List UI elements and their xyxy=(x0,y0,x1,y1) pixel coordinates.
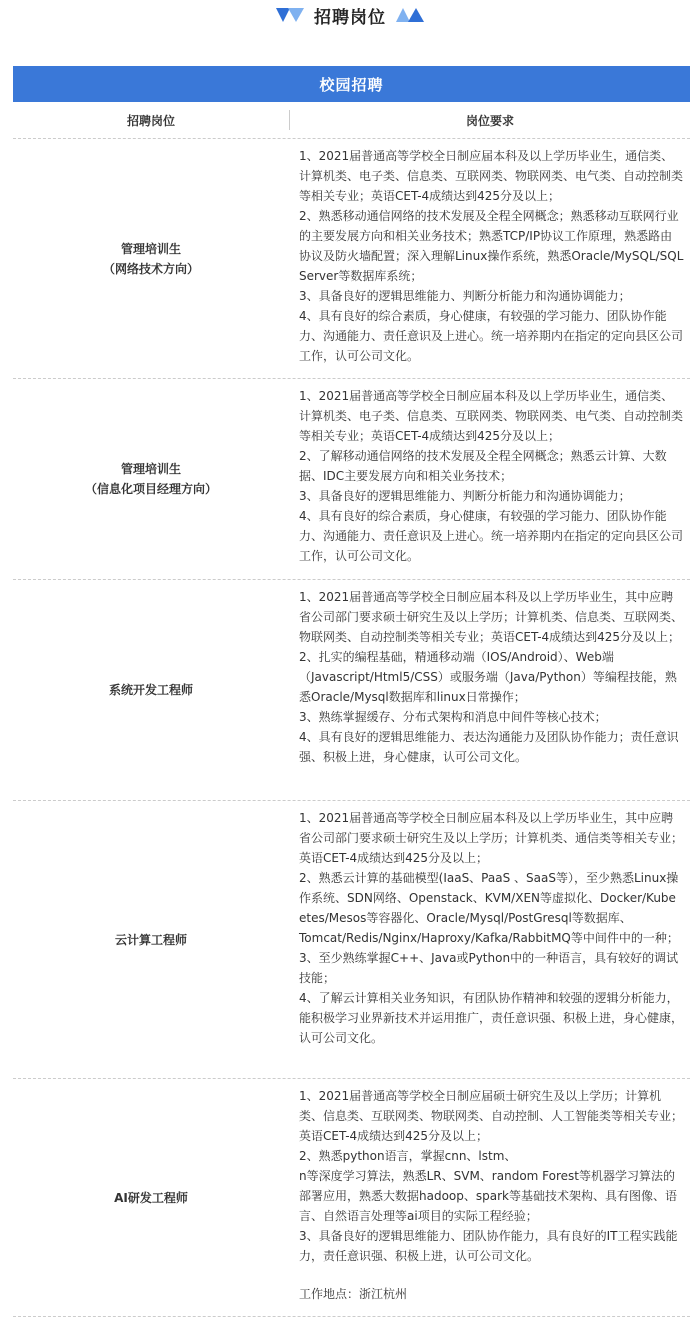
requirement-line: 1、2021届普通高等学校全日制应届本科及以上学历毕业生，通信类、计算机类、电子类、信息类、互联网类、物联网类、电气类、自动控制类等相关专业；英语CET-4成绩达到425分及以上； xyxy=(299,149,684,203)
requirement-cell xyxy=(289,379,690,579)
table-row xyxy=(13,580,690,801)
table-header-row xyxy=(13,102,690,139)
requirement-cell xyxy=(289,580,690,800)
column-header-requirement: 岗位要求 xyxy=(465,113,514,128)
requirement-line: 3、具备良好的逻辑思维能力、判断分析能力和沟通协调能力； xyxy=(299,289,631,303)
position-cell xyxy=(13,801,289,1078)
table-row xyxy=(13,801,690,1079)
requirement-line: 2、熟悉python语言，掌握cnn、lstm、 xyxy=(299,1149,517,1163)
position-cell xyxy=(13,1079,289,1316)
requirement-line: 1、2021届普通高等学校全日制应届本科及以上学历毕业生，其中应聘省公司部门要求硕士研究生及以上学历；计算机类、信息类、互联网类、物联网类、自动控制类等相关专业；英语CET-4成绩达到425分及以上； xyxy=(299,590,684,644)
section-heading xyxy=(0,0,700,30)
section-title: 招聘岗位 xyxy=(314,7,386,28)
requirement-cell xyxy=(289,1079,690,1316)
column-header-position: 招聘岗位 xyxy=(126,113,175,128)
requirement-line: 2、了解移动通信网络的技术发展及全程全网概念；熟悉云计算、大数据、IDC主要发展方向和相关业务技术； xyxy=(299,449,667,483)
position-subtitle: （信息化项目经理方向） xyxy=(84,482,217,496)
requirement-line: 1、2021届普通高等学校全日制应届本科及以上学历毕业生，通信类、计算机类、电子类、信息类、互联网类、物联网类、电气类、自动控制类等相关专业；英语CET-4成绩达到425分及以上； xyxy=(299,389,684,443)
requirement-line: 3、熟练掌握缓存、分布式架构和消息中间件等核心技术； xyxy=(299,710,607,724)
table-title: 校园招聘 xyxy=(13,66,690,102)
requirement-line: 4、具有良好的逻辑思维能力、表达沟通能力及团队协作能力；责任意识强、积极上进，身心健康，认可公司文化。 xyxy=(299,730,679,764)
position-cell xyxy=(13,379,289,579)
requirement-cell xyxy=(289,801,690,1078)
requirement-line: 2、熟悉移动通信网络的技术发展及全程全网概念；熟悉移动互联网行业的主要发展方向和相关业务技术；熟悉TCP/IP协议工作原理，熟悉路由协议及防火墙配置；深入理解Linux操作系统，熟悉Oracle/MySQL/SQL Server等数据库系统； xyxy=(299,209,684,283)
position-subtitle: （网络技术方向） xyxy=(102,261,199,276)
table-row xyxy=(13,1079,690,1317)
position-title: 云计算工程师 xyxy=(114,932,187,947)
requirement-line: n等深度学习算法，熟悉LR、SVM、random Forest等机器学习算法的部署应用，熟悉大数据hadoop、spark等基础技术架构、具有图像、语言、自然语言处理等ai项目的实际工程经验； xyxy=(299,1169,677,1223)
table-row xyxy=(13,379,690,580)
requirement-line: 2、扎实的编程基础，精通移动端（IOS/Android）、Web端（Javascript/Html5/CSS）或服务端（Java/Python）等编程技能，熟悉Oracle/Mysql数据库和linux日常操作； xyxy=(299,650,677,704)
recruitment-table xyxy=(13,66,690,1317)
position-title: 管理培训生 xyxy=(120,241,181,256)
requirement-line: 3、具备良好的逻辑思维能力、团队协作能力，具有良好的IT工程实践能力，责任意识强、积极上进，认可公司文化。 xyxy=(299,1229,678,1263)
requirement-line: 2、熟悉云计算的基础模型(IaaS、PaaS 、SaaS等），至少熟悉Linux操作系统、SDN网络、Openstack、KVM/XEN等虚拟化、Docker/Kube xyxy=(299,871,679,905)
table-row xyxy=(13,139,690,379)
position-title: 系统开发工程师 xyxy=(108,683,193,697)
requirement-line: 1、2021届普通高等学校全日制应届硕士研究生及以上学历；计算机类、信息类、互联网类、物联网类、自动控制、人工智能类等相关专业；英语CET-4成绩达到425分及以上； xyxy=(299,1089,684,1143)
position-title: AI研发工程师 xyxy=(114,1190,188,1205)
requirement-line: etes/Mesos等容器化、Oracle/Mysql/PostGresql等数据库、Tomcat/Redis/Nginx/Haproxy/Kafka/RabbitMQ等中间件中的一种； xyxy=(299,911,679,945)
triangle-left-icon xyxy=(276,6,306,24)
requirement-line: 3、具备良好的逻辑思维能力、判断分析能力和沟通协调能力； xyxy=(299,489,631,503)
triangle-right-icon xyxy=(394,6,424,24)
position-cell xyxy=(13,139,289,378)
work-location: 工作地点：浙江杭州 xyxy=(299,1287,408,1301)
requirement-line: 4、了解云计算相关业务知识，有团队协作精神和较强的逻辑分析能力，能积极学习业界新技术并运用推广，责任意识强、积极上进，身心健康，认可公司文化。 xyxy=(299,991,684,1045)
requirement-line: 3、至少熟练掌握C++、Java或Python中的一种语言，具有较好的调试技能； xyxy=(299,951,679,985)
position-title: 管理培训生 xyxy=(120,462,181,476)
requirement-line: 4、具有良好的综合素质，身心健康，有较强的学习能力、团队协作能力、沟通能力、责任意识及上进心。统一培养期内在指定的定向县区公司工作，认可公司文化。 xyxy=(299,509,684,563)
requirement-cell xyxy=(289,139,690,378)
position-cell xyxy=(13,580,289,800)
requirement-line: 4、具有良好的综合素质，身心健康，有较强的学习能力、团队协作能力、沟通能力、责任意识及上进心。统一培养期内在指定的定向县区公司工作，认可公司文化。 xyxy=(299,309,684,363)
spacer xyxy=(299,1266,684,1284)
requirement-line: 1、2021届普通高等学校全日制应届本科及以上学历毕业生，其中应聘省公司部门要求硕士研究生及以上学历；计算机类、通信类等相关专业；英语CET-4成绩达到425分及以上； xyxy=(299,811,684,865)
